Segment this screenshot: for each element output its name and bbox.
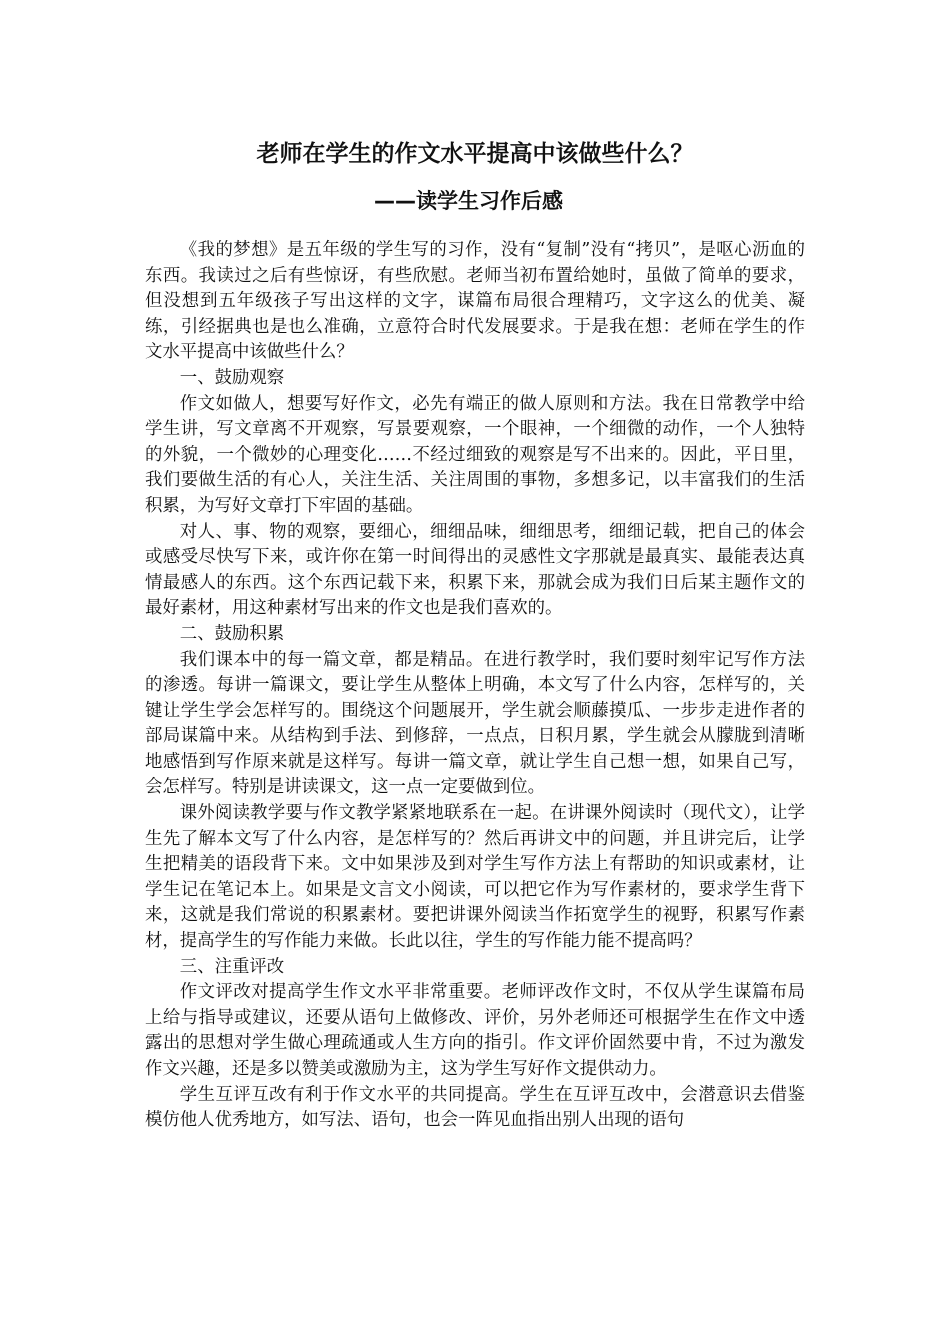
paragraph-intro: 《我的梦想》是五年级的学生写的习作，没有“复制”没有“拷贝”，是呕心沥血的东西。我读过之后有些惊讶，有些欣慰。老师当初布置给她时，虽做了简单的要求，但没想到五年级孩子写出这样的文字，谋篇布局很合理精巧，文字这么的优美、凝练，引经据典也是也么准确，立意符合时代发展要求。于是我在想：老师在学生的作文水平提高中该做些什么？ [145,240,805,363]
document-title: 老师在学生的作文水平提高中该做些什么？ [256,141,694,167]
paragraph-accumulation-1: 我们课本中的每一篇文章，都是精品。在进行教学时，我们要时刻牢记写作方法的渗透。每讲一篇课文，要让学生从整体上明确，本文写了什么内容，怎样写的，关键让学生学会怎样写的。围绕这个问题展开，学生就会顺藤摸瓜、一步步走进作者的部局谋篇中来。从结构到手法、到修辞，一点点，日积月累，学生就会从朦胧到清晰地感悟到写作原来就是这样写。每讲一篇文章，就让学生自己想一想，如果自己写，会怎样写。特别是讲读课文，这一点一定要做到位。 [145,649,805,798]
paragraph-review-2: 学生互评互改有利于作文水平的共同提高。学生在互评互改中，会潜意识去借鉴模仿他人优秀地方，如写法、语句，也会一阵见血指出别人出现的语句 [145,1084,805,1131]
section-heading-accumulation: 二、鼓励积累 [179,623,285,644]
paragraph-observation-2: 对人、事、物的观察，要细心，细细品味，细细思考，细细记载，把自己的体会或感受尽快写下来，或许你在第一时间得出的灵感性文字那就是最真实、最能表达真情最感人的东西。这个东西记载下来，积累下来，那就会成为我们日后某主题作文的最好素材，用这种素材写出来的作文也是我们喜欢的。 [145,521,805,619]
paragraph-observation-1: 作文如做人，想要写好作文，必先有端正的做人原则和方法。我在日常教学中给学生讲，写文章离不开观察，写景要观察，一个眼神，一个细微的动作，一个人独特的外貌，一个微妙的心理变化……不经过细致的观察是写不出来的。因此，平日里，我们要做生活的有心人，关注生活、关注周围的事物，多想多记，以丰富我们的生活积累，为写好文章打下牢固的基础。 [145,393,805,516]
document-body [145,238,805,1134]
section-heading-review: 三、注重评改 [179,956,285,977]
document-subtitle: ——读学生习作后感 [374,189,563,213]
section-heading-observation: 一、鼓励观察 [179,367,285,388]
paragraph-accumulation-2: 课外阅读教学要与作文教学紧紧地联系在一起。在讲课外阅读时（现代文），让学生先了解本文写了什么内容，是怎样写的？然后再讲文中的问题，并且讲完后，让学生把精美的语段背下来。文中如果涉及到对学生写作方法上有帮助的知识或素材，让学生记在笔记本上。如果是文言文小阅读，可以把它作为写作素材的，要求学生背下来，这就是我们常说的积累素材。要把讲课外阅读当作拓宽学生的视野，积累写作素材，提高学生的写作能力来做。长此以往，学生的写作能力能不提高吗？ [145,803,805,952]
paragraph-review-1: 作文评改对提高学生作文水平非常重要。老师评改作文时，不仅从学生谋篇布局上给与指导或建议，还要从语句上做修改、评价，另外老师还可根据学生在作文中透露出的思想对学生做心理疏通或人生方向的指引。作文评价固然要中肯，不过为激发作文兴趣，还是多以赞美或激励为主，这为学生写好作文提供动力。 [145,982,805,1079]
